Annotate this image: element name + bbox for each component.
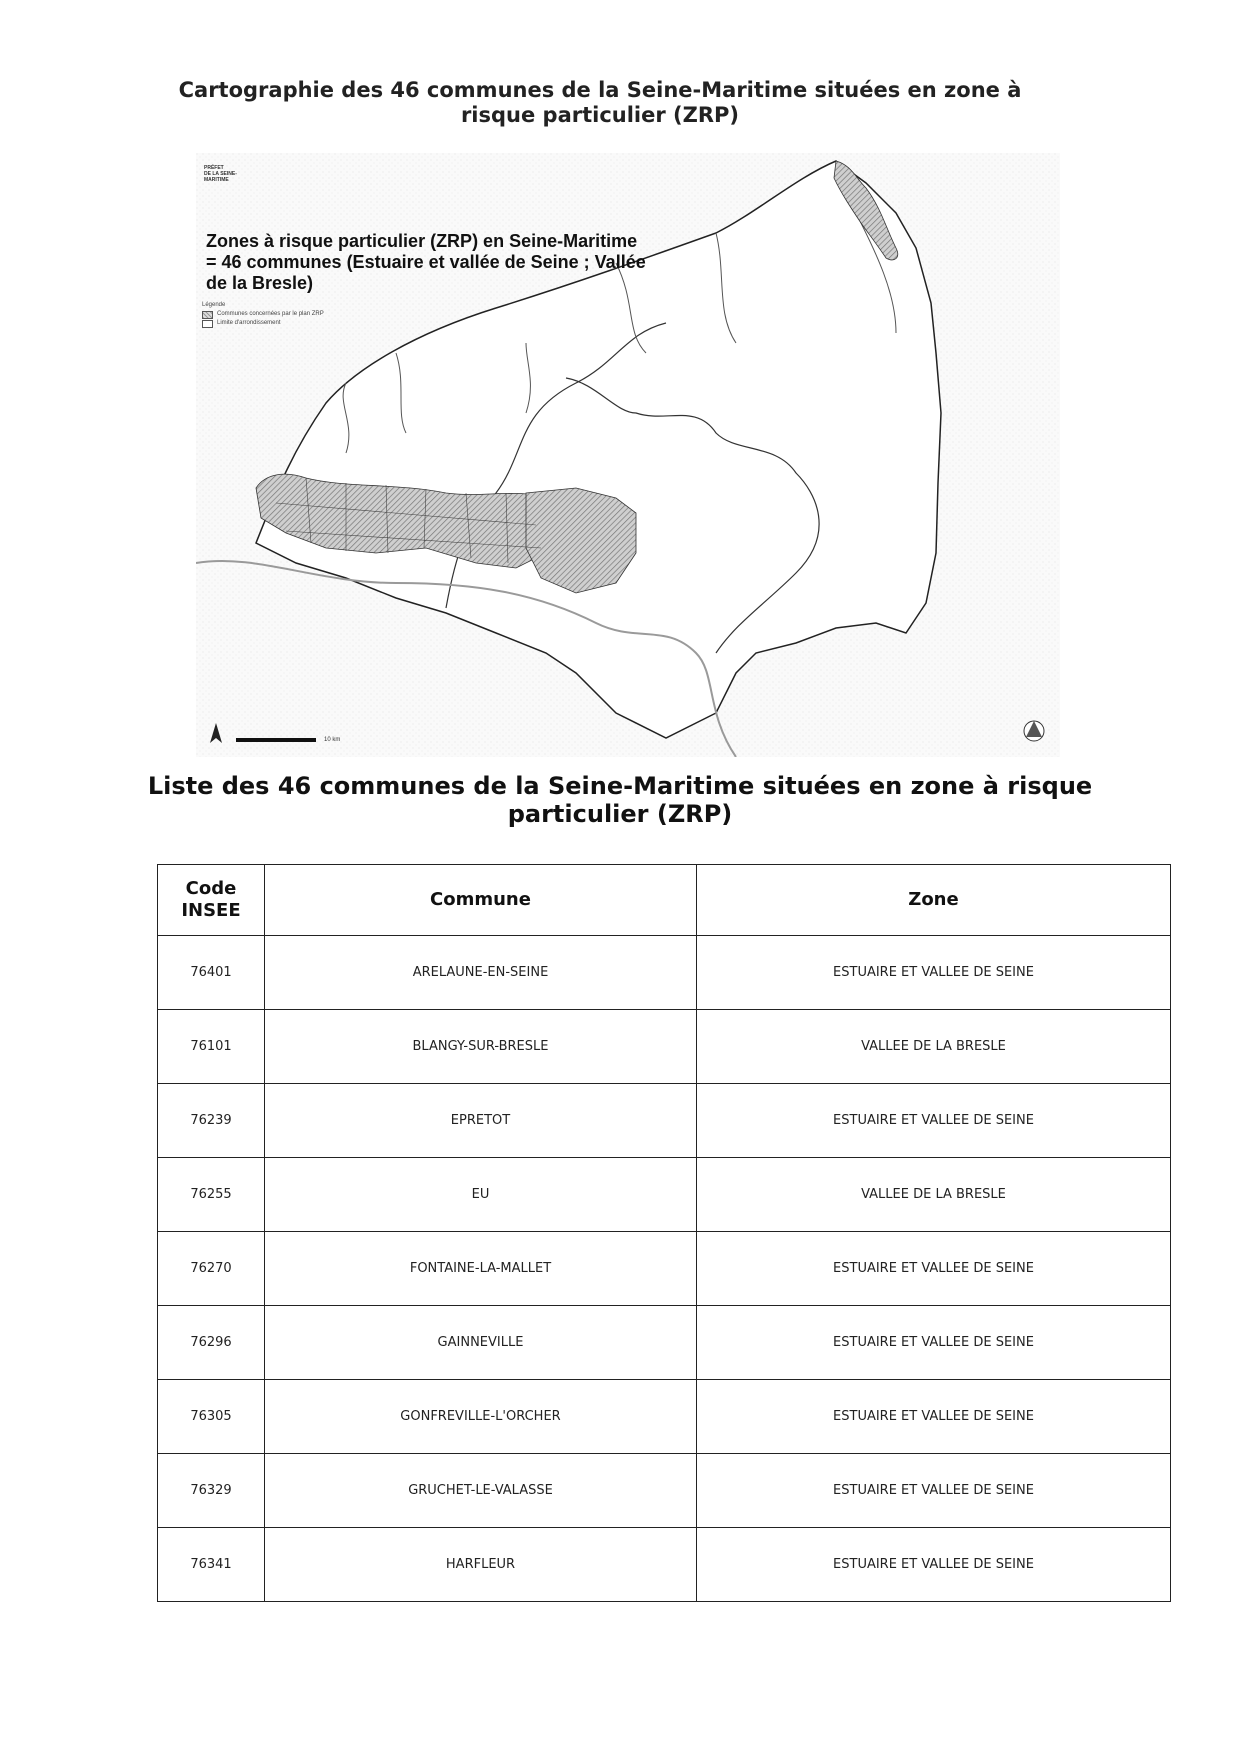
cell-commune: GONFREVILLE-L'ORCHER xyxy=(265,1380,697,1454)
cell-code: 76270 xyxy=(158,1232,265,1306)
cell-commune: EPRETOT xyxy=(265,1084,697,1158)
zrp-zone-seine-valley xyxy=(526,488,636,593)
table-row xyxy=(158,1232,1171,1306)
cell-code: 76401 xyxy=(158,936,265,1010)
prefect-block xyxy=(204,165,264,183)
zrp-map xyxy=(196,153,1060,757)
legend-swatch-hatched xyxy=(202,311,213,319)
legend-label: Communes concernées par le plan ZRP xyxy=(217,311,324,317)
cell-zone: ESTUAIRE ET VALLEE DE SEINE xyxy=(697,1084,1171,1158)
column-header-commune: Commune xyxy=(265,865,697,936)
table-header-row xyxy=(158,865,1171,936)
cell-commune: EU xyxy=(265,1158,697,1232)
column-header-code: Code INSEE xyxy=(158,865,265,936)
cell-zone: VALLEE DE LA BRESLE xyxy=(697,1158,1171,1232)
cell-zone: ESTUAIRE ET VALLEE DE SEINE xyxy=(697,1454,1171,1528)
legend-swatch-plain xyxy=(202,320,213,328)
cell-zone: VALLEE DE LA BRESLE xyxy=(697,1010,1171,1084)
cell-code: 76255 xyxy=(158,1158,265,1232)
cell-commune: BLANGY-SUR-BRESLE xyxy=(265,1010,697,1084)
cell-commune: FONTAINE-LA-MALLET xyxy=(265,1232,697,1306)
list-title: Liste des 46 communes de la Seine-Maritime situées en zone à risque particulier (ZRP) xyxy=(147,772,1093,828)
table-row xyxy=(158,1084,1171,1158)
table-row xyxy=(158,1380,1171,1454)
publisher-logo-icon xyxy=(1024,721,1044,741)
table-row xyxy=(158,1158,1171,1232)
prefect-line: MARITIME xyxy=(204,177,229,183)
cell-zone: ESTUAIRE ET VALLEE DE SEINE xyxy=(697,1528,1171,1602)
table-row xyxy=(158,936,1171,1010)
cell-zone: ESTUAIRE ET VALLEE DE SEINE xyxy=(697,1232,1171,1306)
map-title: Zones à risque particulier (ZRP) en Seine-Maritime = 46 communes (Estuaire et vallée de Seine ; Vallée de la Bresle) xyxy=(206,231,646,293)
cell-code: 76329 xyxy=(158,1454,265,1528)
page-title: Cartographie des 46 communes de la Seine-Maritime situées en zone à risque particulier (ZRP) xyxy=(178,78,1022,127)
map-legend xyxy=(202,301,324,328)
table-row xyxy=(158,1454,1171,1528)
cell-zone: ESTUAIRE ET VALLEE DE SEINE xyxy=(697,1380,1171,1454)
cell-code: 76239 xyxy=(158,1084,265,1158)
column-header-zone: Zone xyxy=(697,865,1171,936)
cell-zone: ESTUAIRE ET VALLEE DE SEINE xyxy=(697,1306,1171,1380)
legend-item xyxy=(202,310,324,319)
prefect-line: DE LA SEINE- xyxy=(204,171,237,177)
legend-heading: Légende xyxy=(202,302,226,308)
cell-commune: GRUCHET-LE-VALASSE xyxy=(265,1454,697,1528)
cell-code: 76341 xyxy=(158,1528,265,1602)
cell-commune: HARFLEUR xyxy=(265,1528,697,1602)
prefect-line: PRÉFET xyxy=(204,165,224,171)
communes-table xyxy=(157,864,1171,1602)
table-row xyxy=(158,1528,1171,1602)
scale-bar xyxy=(236,738,316,742)
cell-zone: ESTUAIRE ET VALLEE DE SEINE xyxy=(697,936,1171,1010)
scale-label: 10 km xyxy=(324,737,341,743)
cell-code: 76305 xyxy=(158,1380,265,1454)
cell-code: 76296 xyxy=(158,1306,265,1380)
cell-code: 76101 xyxy=(158,1010,265,1084)
cell-commune: GAINNEVILLE xyxy=(265,1306,697,1380)
cell-commune: ARELAUNE-EN-SEINE xyxy=(265,936,697,1010)
legend-label: Limite d'arrondissement xyxy=(217,320,281,326)
legend-item xyxy=(202,319,324,328)
table-row xyxy=(158,1306,1171,1380)
table-row xyxy=(158,1010,1171,1084)
